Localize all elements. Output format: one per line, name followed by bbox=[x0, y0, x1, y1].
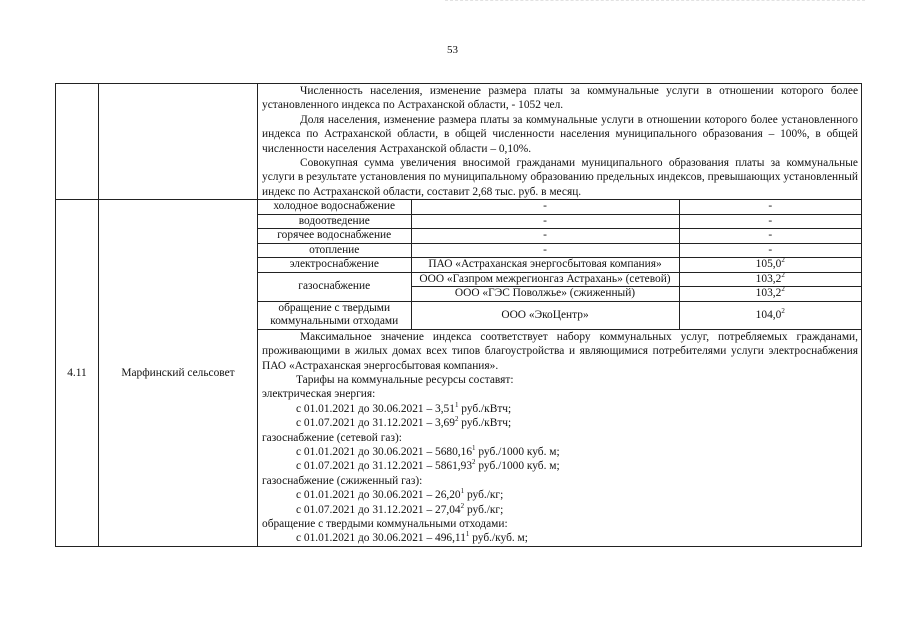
row-number: 4.11 bbox=[56, 200, 99, 547]
tariff-line bbox=[258, 488, 861, 502]
service-row bbox=[258, 214, 861, 229]
footnote-mark: 2 bbox=[460, 501, 465, 510]
service-provider: - bbox=[411, 243, 679, 258]
tariff-group-label: электрическая энергия: bbox=[262, 388, 376, 401]
tariff-unit: руб./кВтч; bbox=[458, 402, 512, 415]
tariff-text: с 01.01.2021 до 30.06.2021 – 26,20 bbox=[296, 489, 461, 502]
tariff-line bbox=[258, 402, 861, 416]
service-provider: - bbox=[411, 229, 679, 244]
service-index: - bbox=[679, 243, 861, 258]
footnote-mark: 2 bbox=[472, 458, 476, 467]
tariff-text: с 01.01.2021 до 30.06.2021 – 3,51 bbox=[296, 402, 455, 415]
index-value: 105,0 bbox=[755, 258, 782, 271]
table-row-4-11 bbox=[56, 200, 862, 547]
services-table bbox=[258, 200, 861, 330]
tariff-line bbox=[258, 531, 861, 545]
row-name-cell-empty bbox=[99, 84, 258, 200]
index-value: 104,0 bbox=[755, 308, 782, 321]
tariff-text: с 01.07.2021 до 31.12.2021 – 5861,93 bbox=[296, 460, 473, 473]
service-index bbox=[679, 258, 861, 273]
service-provider: - bbox=[411, 200, 679, 214]
table-row-continuation bbox=[56, 84, 862, 200]
footnote-mark: 1 bbox=[465, 530, 470, 539]
footnote-mark: 2 bbox=[781, 285, 785, 294]
max-index-paragraph: Максимальное значение индекса соответствует набору коммунальных услуг, потребляемых гражданами, проживающими в жилых домах всех типов благоустройства и являющимися потребителями услуги электроснабжения ПАО «Астраханская энергосбытовая компания». bbox=[262, 330, 858, 372]
content-cell bbox=[258, 200, 862, 547]
tariff-unit: руб./кг; bbox=[464, 489, 504, 502]
tariff-text: с 01.01.2021 до 30.06.2021 – 496,11 bbox=[296, 532, 466, 545]
scan-artifact-line bbox=[445, 0, 865, 11]
footnote-mark: 1 bbox=[454, 400, 459, 409]
tariff-group-label: газоснабжение (сжиженный газ): bbox=[262, 474, 423, 487]
footnote-mark: 2 bbox=[781, 270, 785, 279]
total-paragraph: Совокупная сумма увеличения вносимой гражданами муниципального образования платы за коммунальные услуги в результате установления по муниципальному образованию предельных индексов, превышающих установленный индекс по Астраханской области, составит 2,68 тыс. руб. в месяц. bbox=[262, 157, 858, 198]
description-cell bbox=[258, 84, 862, 200]
tariff-text: с 01.07.2021 до 31.12.2021 – 27,04 bbox=[296, 503, 461, 516]
service-index bbox=[679, 272, 861, 287]
service-name: холодное водоснабжение bbox=[258, 200, 411, 214]
service-name: газоснабжение bbox=[258, 272, 411, 301]
tariff-text: с 01.07.2021 до 31.12.2021 – 3,69 bbox=[296, 417, 455, 430]
tariff-text: с 01.01.2021 до 30.06.2021 – 5680,16 bbox=[296, 446, 473, 458]
tariff-unit: руб./кВтч; bbox=[458, 417, 512, 430]
service-row bbox=[258, 243, 861, 258]
service-index bbox=[679, 287, 861, 302]
municipal-table bbox=[55, 83, 862, 547]
service-name: электроснабжение bbox=[258, 258, 411, 273]
service-provider: ООО «Газпром межрегионгаз Астрахань» (сетевой) bbox=[411, 272, 679, 287]
tariff-line bbox=[258, 459, 861, 473]
tariff-line bbox=[258, 503, 861, 517]
service-index: - bbox=[679, 229, 861, 244]
service-provider: ООО «ГЭС Поволжье» (сжиженный) bbox=[411, 287, 679, 302]
service-row bbox=[258, 301, 861, 329]
service-name: отопление bbox=[258, 243, 411, 258]
row-number-cell-empty bbox=[56, 84, 99, 200]
service-name: горячее водоснабжение bbox=[258, 229, 411, 244]
tariff-group-label: газоснабжение (сетевой газ): bbox=[262, 431, 402, 444]
index-value: 103,2 bbox=[755, 272, 782, 285]
service-provider: ПАО «Астраханская энергосбытовая компания» bbox=[411, 258, 679, 273]
footnote-mark: 2 bbox=[781, 256, 785, 265]
tariff-unit: руб./кг; bbox=[464, 503, 504, 516]
service-index: - bbox=[679, 214, 861, 229]
index-value: 103,2 bbox=[755, 287, 782, 300]
service-index bbox=[679, 301, 861, 329]
page-number: 53 bbox=[447, 44, 458, 56]
tariff-line bbox=[258, 416, 861, 430]
service-name: водоотведение bbox=[258, 214, 411, 229]
tariff-unit: руб./1000 куб. м; bbox=[475, 460, 560, 473]
service-provider: ООО «ЭкоЦентр» bbox=[411, 301, 679, 329]
footnote-mark: 1 bbox=[460, 487, 465, 496]
service-row bbox=[258, 200, 861, 214]
municipality-name: Марфинский сельсовет bbox=[99, 200, 258, 547]
service-row bbox=[258, 272, 861, 287]
share-paragraph: Доля населения, изменение размера платы за коммунальные услуги в отношении которого более установленного индекса по Астраханской области, в общей численности населения муниципального образования – 100%, в общей численности населения Астраханской области – 0,10%. bbox=[262, 113, 858, 155]
service-index: - bbox=[679, 200, 861, 214]
population-paragraph: Численность населения, изменение размера платы за коммунальные услуги в отношении которого более установленного индекса по Астраханской области, - 1052 чел. bbox=[262, 85, 858, 112]
footnote-mark: 2 bbox=[454, 415, 459, 424]
footnote-mark: 1 bbox=[472, 444, 476, 453]
service-name: обращение с твердыми коммунальными отходами bbox=[258, 301, 411, 329]
tariff-group-label: обращение с твердыми коммунальными отходами: bbox=[262, 518, 508, 531]
tariff-unit: руб./1000 куб. м; bbox=[475, 446, 560, 458]
service-row bbox=[258, 258, 861, 273]
footnote-mark: 2 bbox=[781, 306, 785, 315]
tariffs-intro: Тарифы на коммунальные ресурсы составят: bbox=[296, 373, 514, 386]
service-row bbox=[258, 229, 861, 244]
tariff-unit: руб./куб. м; bbox=[469, 532, 528, 545]
tariff-line bbox=[258, 445, 861, 459]
service-provider: - bbox=[411, 214, 679, 229]
